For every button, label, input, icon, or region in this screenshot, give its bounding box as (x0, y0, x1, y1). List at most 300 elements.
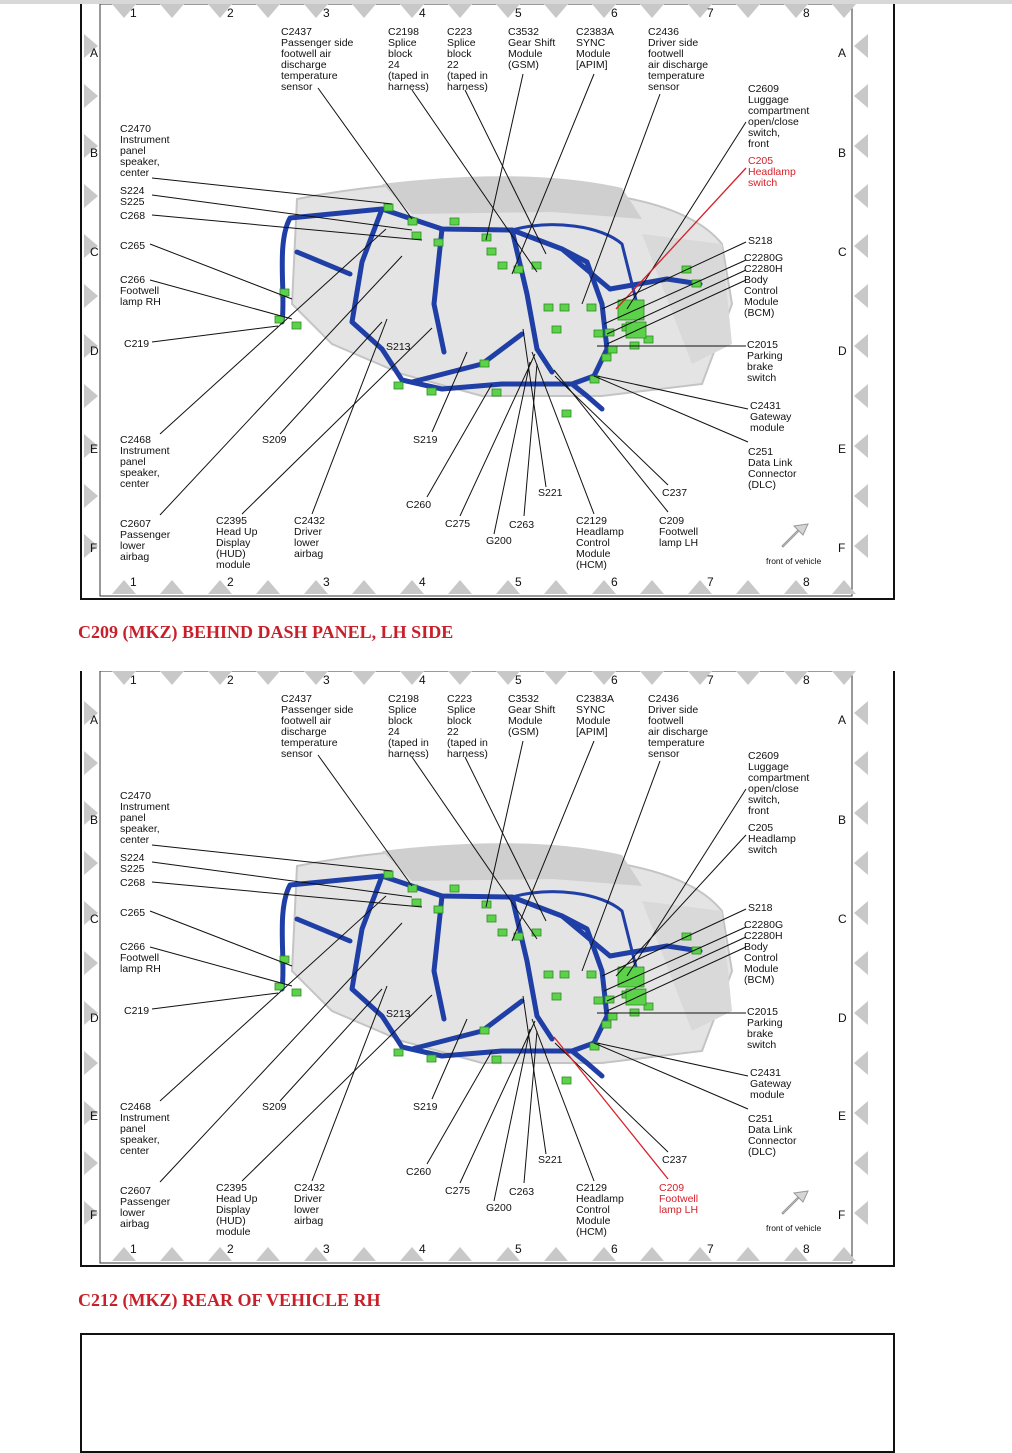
label-s209 (262, 1102, 287, 1113)
grid-column-1-top: 1 (130, 673, 137, 687)
label-line: sensor (648, 748, 680, 760)
label-line: lower (294, 537, 320, 549)
label-line: lower (120, 540, 146, 552)
grid-row-E-right: E (838, 442, 847, 456)
label-c251 (748, 447, 796, 491)
label-line: Headlamp (576, 526, 624, 538)
label-c275 (445, 1186, 470, 1197)
label-line: C2198 (388, 26, 419, 38)
label-line: switch (748, 844, 778, 856)
grid-row-E-left: E (90, 1109, 99, 1123)
label-line: C266 (120, 941, 146, 953)
label-line: C2432 (294, 1182, 325, 1194)
label-line: (BCM) (744, 974, 775, 986)
label-line: block (447, 715, 472, 727)
label-line: air discharge (648, 59, 709, 71)
label-c2609 (748, 84, 809, 150)
label-line: Gear Shift (508, 704, 556, 716)
label-c237 (662, 488, 687, 499)
label-s224 (120, 186, 145, 208)
grid-row-E-left: E (90, 442, 99, 456)
label-line: C265 (120, 907, 146, 919)
label-line: discharge (281, 726, 327, 738)
grid-row-D-left: D (90, 1011, 99, 1025)
front-arrow-icon (782, 1191, 808, 1214)
label-line: (taped in (447, 737, 488, 749)
label-c260 (406, 500, 431, 511)
grid-row-D-left: D (90, 344, 99, 358)
label-line: C205 (748, 155, 774, 167)
label-c223 (447, 27, 488, 93)
label-line: C2198 (388, 693, 419, 705)
label-line: C263 (509, 519, 535, 531)
label-line: module (750, 1089, 785, 1101)
label-c2468 (120, 1102, 170, 1157)
label-line: Driver (294, 1193, 322, 1205)
label-line: Footwell (120, 285, 160, 297)
label-line: speaker, (120, 467, 160, 479)
label-line: harness) (388, 81, 429, 93)
grid-column-4-bottom: 4 (419, 1242, 426, 1256)
label-line: sensor (281, 748, 313, 760)
label-c209 (659, 1183, 698, 1216)
label-line: C205 (748, 822, 774, 834)
label-s218 (748, 236, 773, 247)
label-s224 (120, 853, 145, 875)
connector-diagram-1 (80, 4, 895, 600)
label-line: center (120, 834, 150, 846)
label-line: Display (216, 1204, 251, 1216)
label-s219 (413, 435, 438, 446)
label-line: footwell (648, 715, 684, 727)
label-s221 (538, 1155, 563, 1166)
label-line: (DLC) (748, 479, 776, 491)
label-line: S209 (262, 434, 287, 446)
grid-column-7-bottom: 7 (707, 1242, 714, 1256)
label-line: speaker, (120, 156, 160, 168)
label-c2607 (120, 1186, 170, 1230)
label-line: [APIM] (576, 59, 608, 71)
label-line: footwell air (281, 715, 332, 727)
label-line: lamp RH (120, 963, 161, 975)
connector-diagram-3-frame (80, 1333, 895, 1453)
grid-column-8-bottom: 8 (803, 1242, 810, 1256)
label-line: C2015 (747, 1006, 778, 1018)
label-line: Footwell (120, 952, 160, 964)
label-line: Instrument (120, 134, 170, 146)
label-line: Passenger (120, 1196, 171, 1208)
label-c266 (120, 275, 161, 308)
label-c2198 (388, 694, 429, 760)
label-line: footwell air (281, 48, 332, 60)
label-line: discharge (281, 59, 327, 71)
grid-column-5-top: 5 (515, 673, 522, 687)
label-c2432 (294, 1183, 325, 1227)
label-line: Control (744, 952, 778, 964)
label-line: C2437 (281, 26, 312, 38)
label-line: SYNC (576, 37, 606, 49)
label-c2609 (748, 751, 809, 817)
front-of-vehicle-label: front of vehicle (766, 1223, 822, 1233)
label-line: (HUD) (216, 548, 246, 560)
grid-column-4-top: 4 (419, 6, 426, 20)
label-line: lower (294, 1204, 320, 1216)
label-c2437 (281, 27, 353, 93)
grid-column-3-top: 3 (323, 673, 330, 687)
label-line: 22 (447, 59, 459, 71)
label-line: brake (747, 1028, 774, 1040)
grid-column-4-bottom: 4 (419, 575, 426, 589)
grid-column-6-top: 6 (611, 6, 618, 20)
label-line: SYNC (576, 704, 606, 716)
grid-column-6-bottom: 6 (611, 1242, 618, 1256)
label-line: S225 (120, 196, 145, 208)
label-line: (taped in (388, 737, 429, 749)
label-c209 (659, 516, 698, 549)
label-line: Module (576, 715, 611, 727)
label-line: Splice (447, 37, 476, 49)
label-line: center (120, 478, 150, 490)
label-line: Body (744, 274, 768, 286)
label-c265 (120, 241, 145, 252)
grid-column-1-top: 1 (130, 6, 137, 20)
label-line: C219 (124, 1005, 150, 1017)
grid-column-2-top: 2 (227, 6, 234, 20)
grid-row-C-left: C (90, 245, 99, 259)
label-line: G200 (486, 1202, 512, 1214)
label-line: Control (744, 285, 778, 297)
label-line: Data Link (748, 457, 793, 469)
label-c2383a (576, 27, 614, 71)
label-line: S213 (386, 341, 411, 353)
label-line: C2280H (744, 263, 783, 275)
label-line: S213 (386, 1008, 411, 1020)
label-line: compartment (748, 105, 810, 117)
label-c268 (120, 878, 145, 889)
label-line: compartment (748, 772, 810, 784)
label-line: Module (508, 715, 543, 727)
label-line: C2436 (648, 26, 679, 38)
label-s218 (748, 903, 773, 914)
label-c2432 (294, 516, 325, 560)
label-line: front (748, 138, 770, 150)
label-line: C223 (447, 693, 473, 705)
label-line: Instrument (120, 445, 170, 457)
label-line: temperature (281, 737, 338, 749)
grid-column-2-top: 2 (227, 673, 234, 687)
grid-column-7-top: 7 (707, 6, 714, 20)
label-line: C2470 (120, 790, 151, 802)
label-line: [APIM] (576, 726, 608, 738)
grid-column-3-bottom: 3 (323, 575, 330, 589)
label-line: temperature (281, 70, 338, 82)
label-line: switch (747, 1039, 777, 1051)
grid-row-F-right: F (838, 541, 846, 555)
label-line: C209 (659, 1182, 685, 1194)
label-line: C2280G (744, 252, 784, 264)
label-line: C275 (445, 1185, 471, 1197)
label-line: panel (120, 145, 146, 157)
label-line: front (748, 805, 770, 817)
label-c2395 (216, 516, 257, 571)
label-line: Connector (748, 1135, 797, 1147)
label-line: C2383A (576, 693, 614, 705)
label-c275 (445, 519, 470, 530)
label-line: C2280H (744, 930, 783, 942)
label-c219 (124, 1006, 149, 1017)
label-line: Display (216, 537, 251, 549)
grid-row-A-right: A (838, 713, 847, 727)
label-line: switch (748, 177, 778, 189)
label-line: center (120, 167, 150, 179)
grid-column-2-bottom: 2 (227, 575, 234, 589)
grid-column-5-bottom: 5 (515, 1242, 522, 1256)
grid-column-4-top: 4 (419, 673, 426, 687)
label-line: C2470 (120, 123, 151, 135)
grid-row-F-right: F (838, 1208, 846, 1222)
connector-diagram-2 (80, 671, 895, 1267)
label-c2437 (281, 694, 353, 760)
label-line: C2607 (120, 1185, 151, 1197)
label-line: Module (744, 296, 779, 308)
section-title-c209: C209 (MKZ) BEHIND DASH PANEL, LH SIDE (78, 622, 454, 642)
label-line: C275 (445, 518, 471, 530)
label-c265 (120, 908, 145, 919)
label-line: brake (747, 361, 774, 373)
label-c2470 (120, 791, 170, 846)
label-line: C265 (120, 240, 146, 252)
grid-column-6-bottom: 6 (611, 575, 618, 589)
label-line: S218 (748, 902, 773, 914)
label-c268 (120, 211, 145, 222)
label-line: Headlamp (748, 166, 796, 178)
label-c3532 (508, 694, 555, 738)
label-line: Headlamp (576, 1193, 624, 1205)
label-line: block (388, 715, 413, 727)
label-line: (DLC) (748, 1146, 776, 1158)
label-line: block (447, 48, 472, 60)
label-line: Passenger (120, 529, 171, 541)
label-line: Control (576, 537, 610, 549)
label-line: C2432 (294, 515, 325, 527)
label-c2129 (576, 1183, 624, 1238)
grid-row-A-left: A (90, 713, 99, 727)
label-line: Gateway (750, 1078, 792, 1090)
label-line: Gateway (750, 411, 792, 423)
label-line: Driver (294, 526, 322, 538)
label-line: C2468 (120, 434, 151, 446)
label-line: C2395 (216, 1182, 247, 1194)
label-g200 (486, 1203, 512, 1214)
label-line: G200 (486, 535, 512, 547)
label-line: Module (576, 48, 611, 60)
grid-row-A-left: A (90, 46, 99, 60)
label-c2607 (120, 519, 170, 563)
grid-column-8-bottom: 8 (803, 575, 810, 589)
label-line: C251 (748, 1113, 774, 1125)
label-line: block (388, 48, 413, 60)
grid-column-7-top: 7 (707, 673, 714, 687)
label-line: Data Link (748, 1124, 793, 1136)
label-line: Driver side (648, 37, 699, 49)
label-line: (HUD) (216, 1215, 246, 1227)
label-line: (taped in (447, 70, 488, 82)
label-c205 (748, 823, 796, 856)
label-c205 (748, 156, 796, 189)
label-line: Splice (447, 704, 476, 716)
label-c260 (406, 1167, 431, 1178)
label-line: sensor (281, 81, 313, 93)
label-line: S221 (538, 487, 563, 499)
label-line: C266 (120, 274, 146, 286)
label-line: (GSM) (508, 59, 539, 71)
label-line: air discharge (648, 726, 709, 738)
label-line: Module (576, 548, 611, 560)
label-c2015 (747, 1007, 783, 1051)
label-line: S219 (413, 1101, 438, 1113)
grid-row-C-left: C (90, 912, 99, 926)
label-line: C2129 (576, 515, 607, 527)
label-line: switch, (748, 794, 781, 806)
label-s213 (386, 1009, 411, 1020)
grid-column-2-bottom: 2 (227, 1242, 234, 1256)
label-line: switch, (748, 127, 781, 139)
label-c3532 (508, 27, 555, 71)
label-line: Parking (747, 350, 783, 362)
label-line: C260 (406, 1166, 432, 1178)
label-line: harness) (388, 748, 429, 760)
grid-row-B-right: B (838, 146, 847, 160)
grid-row-C-right: C (838, 245, 847, 259)
label-line: footwell (648, 48, 684, 60)
label-line: C2431 (750, 400, 781, 412)
label-c2431 (750, 1068, 791, 1101)
label-line: C2395 (216, 515, 247, 527)
label-line: center (120, 1145, 150, 1157)
label-line: Footwell (659, 1193, 699, 1205)
label-line: Passenger side (281, 37, 354, 49)
label-line: Head Up (216, 526, 258, 538)
label-line: Luggage (748, 761, 789, 773)
label-line: C260 (406, 499, 432, 511)
front-of-vehicle-label: front of vehicle (766, 556, 822, 566)
label-line: C2609 (748, 750, 779, 762)
label-s221 (538, 488, 563, 499)
label-line: speaker, (120, 823, 160, 835)
label-line: panel (120, 1123, 146, 1135)
label-line: C2436 (648, 693, 679, 705)
grid-column-5-bottom: 5 (515, 575, 522, 589)
label-c2129 (576, 516, 624, 571)
grid-column-7-bottom: 7 (707, 575, 714, 589)
label-c2395 (216, 1183, 257, 1238)
label-line: C251 (748, 446, 774, 458)
label-c2383a (576, 694, 614, 738)
grid-column-8-top: 8 (803, 6, 810, 20)
label-c2280 (744, 253, 783, 319)
label-line: C2383A (576, 26, 614, 38)
label-line: C268 (120, 877, 146, 889)
label-line: Instrument (120, 801, 170, 813)
label-line: 24 (388, 726, 400, 738)
label-line: (taped in (388, 70, 429, 82)
label-line: temperature (648, 70, 705, 82)
label-line: harness) (447, 748, 488, 760)
label-line: Connector (748, 468, 797, 480)
label-line: (HCM) (576, 559, 607, 571)
label-line: module (216, 559, 251, 571)
label-line: C3532 (508, 693, 539, 705)
label-line: S221 (538, 1154, 563, 1166)
label-line: C3532 (508, 26, 539, 38)
label-line: C219 (124, 338, 150, 350)
label-line: C2280G (744, 919, 784, 931)
label-line: speaker, (120, 1134, 160, 1146)
label-line: S218 (748, 235, 773, 247)
label-line: lamp LH (659, 537, 699, 549)
label-c2198 (388, 27, 429, 93)
label-line: S224 (120, 852, 145, 864)
grid-column-3-top: 3 (323, 6, 330, 20)
label-line: lamp RH (120, 296, 161, 308)
label-line: C2607 (120, 518, 151, 530)
label-line: C2468 (120, 1101, 151, 1113)
grid-row-C-right: C (838, 912, 847, 926)
label-line: C2437 (281, 693, 312, 705)
label-line: open/close (748, 783, 799, 795)
label-c2468 (120, 435, 170, 490)
label-line: airbag (120, 551, 150, 563)
label-line: C2015 (747, 339, 778, 351)
grid-row-B-left: B (90, 813, 99, 827)
front-arrow-icon (782, 524, 808, 547)
grid-row-F-left: F (90, 541, 98, 555)
label-line: airbag (294, 1215, 324, 1227)
grid-column-6-top: 6 (611, 673, 618, 687)
label-line: Head Up (216, 1193, 258, 1205)
label-line: C2129 (576, 1182, 607, 1194)
section-title-c212: C212 (MKZ) REAR OF VEHICLE RH (78, 1290, 381, 1310)
label-line: sensor (648, 81, 680, 93)
label-line: S219 (413, 434, 438, 446)
label-c2436 (648, 694, 708, 760)
label-line: harness) (447, 81, 488, 93)
label-line: Body (744, 941, 768, 953)
label-c2280 (744, 920, 783, 986)
label-line: airbag (294, 548, 324, 560)
label-line: Parking (747, 1017, 783, 1029)
grid-column-3-bottom: 3 (323, 1242, 330, 1256)
label-line: S224 (120, 185, 145, 197)
label-line: Control (576, 1204, 610, 1216)
label-s219 (413, 1102, 438, 1113)
label-line: lower (120, 1207, 146, 1219)
grid-row-B-left: B (90, 146, 99, 160)
label-c263 (509, 520, 534, 531)
label-line: (GSM) (508, 726, 539, 738)
grid-row-A-right: A (838, 46, 847, 60)
label-line: panel (120, 456, 146, 468)
label-line: Module (744, 963, 779, 975)
label-line: S225 (120, 863, 145, 875)
label-line: Gear Shift (508, 37, 556, 49)
label-line: lamp LH (659, 1204, 699, 1216)
label-line: C2609 (748, 83, 779, 95)
label-line: 24 (388, 59, 400, 71)
label-line: 22 (447, 726, 459, 738)
label-c2431 (750, 401, 791, 434)
label-line: switch (747, 372, 777, 384)
